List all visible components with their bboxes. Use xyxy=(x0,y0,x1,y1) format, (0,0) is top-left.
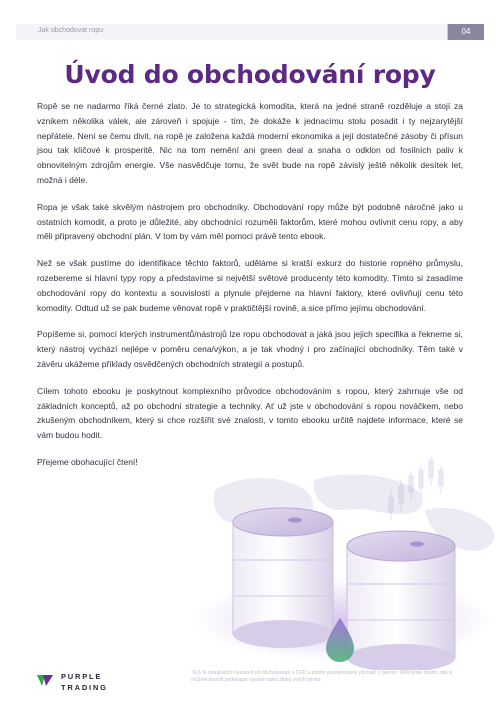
paragraph-1: Ropě se ne nadarmo říká černé zlato. Je to strategická komodita, která na jedné straně rozděluje a stojí za vznikem několika válek, ale zároveň i spojuje - tím, že dokáže k jednacímu stolu posadit i ty nejzarytější nepřátele. Není se čemu divit, na ropě je založena každá moderní ekonomika a její dostatečné zásoby či přísun jsou tak klíčové k prosperitě. Nic na tom nemění ani green deal a snaha o odklon od fosilních paliv k obnovitelným zdrojům energie. Vše nasvědčuje tomu, že svět bude na ropě závislý ještě několik desítek let, možná i déle. xyxy=(37,101,463,185)
paragraph-4: Popíšeme si, pomocí kterých instrumentů/nástrojů lze ropu obchodovat a jaká jsou jejich specifika a řekneme si, který nástroj vychází nejlépe v poměru cena/výkon, a je tak vhodný i pro začínající obchodníky. Těm také v závěru ukážeme příklady osvědčených obchodních strategií a postupů. xyxy=(37,329,463,369)
brand-line-2: TRADING xyxy=(61,683,108,692)
risk-disclaimer: 76,6 % retailových investorů při obchodování s CFD u tohoto poskytovatele přichází o peníze. Měli byste zvážit, zda si můžete dovolit podstoupit vysoké riziko ztráty svých peněz. xyxy=(191,670,453,683)
page-footer xyxy=(0,660,500,707)
paragraph-3: Než se však pustíme do identifikace těchto faktorů, uděláme si kratší exkurz do historie ropného průmyslu, rozebereme si hlavní typy ropy a představíme si největší světové producenty této komodity. Tímto si zasadíme obchodování ropy do kontextu a souvislostí a plynule přejdeme na hlavní faktory, které ovlivňují cenu této komodity. Odtud už se pak budeme věnovat ropě v praktičtější rovině, a sice přímo jejímu obchodování. xyxy=(37,258,463,313)
page-title: Úvod do obchodování ropy xyxy=(64,60,436,89)
paragraph-6: Přejeme obohacující čtení! xyxy=(37,456,138,467)
oil-barrels-illustration xyxy=(195,450,500,670)
page-number: 04 xyxy=(448,24,484,40)
brand-line-1: PURPLE xyxy=(61,672,103,681)
body-text xyxy=(37,99,463,482)
barrel-right xyxy=(347,531,455,670)
purple-trading-logo xyxy=(37,670,127,696)
barrel-left xyxy=(233,508,333,648)
header-title: Jak obchodovat ropu xyxy=(38,27,103,34)
paragraph-2: Ropa je však také skvělým nástrojem pro obchodníky. Obchodování ropy může být podobně náročné jako u ostatních komodit, a proto je důležité, aby obchodníci rozuměli faktorům, které mohou ovlivnit cenu ropy, a aby měli připravený obchodní plán. V tom by vám měl pomoci právě tento ebook. xyxy=(37,201,463,242)
paragraph-5: Cílem tohoto ebooku je poskytnout komplexního průvodce obchodováním s ropou, který zahrnuje vše od základních konceptů, až po obchodní strategie a techniky. Ať už jste v obchodování s ropou nováčkem, nebo zkušeným obchodníkem, který si chce rozšířit své znalosti, v tomto ebooku určitě najdete informace, které se vám budou hodit. xyxy=(37,385,463,441)
logo-mark-icon xyxy=(37,672,53,688)
page-header xyxy=(16,24,484,40)
